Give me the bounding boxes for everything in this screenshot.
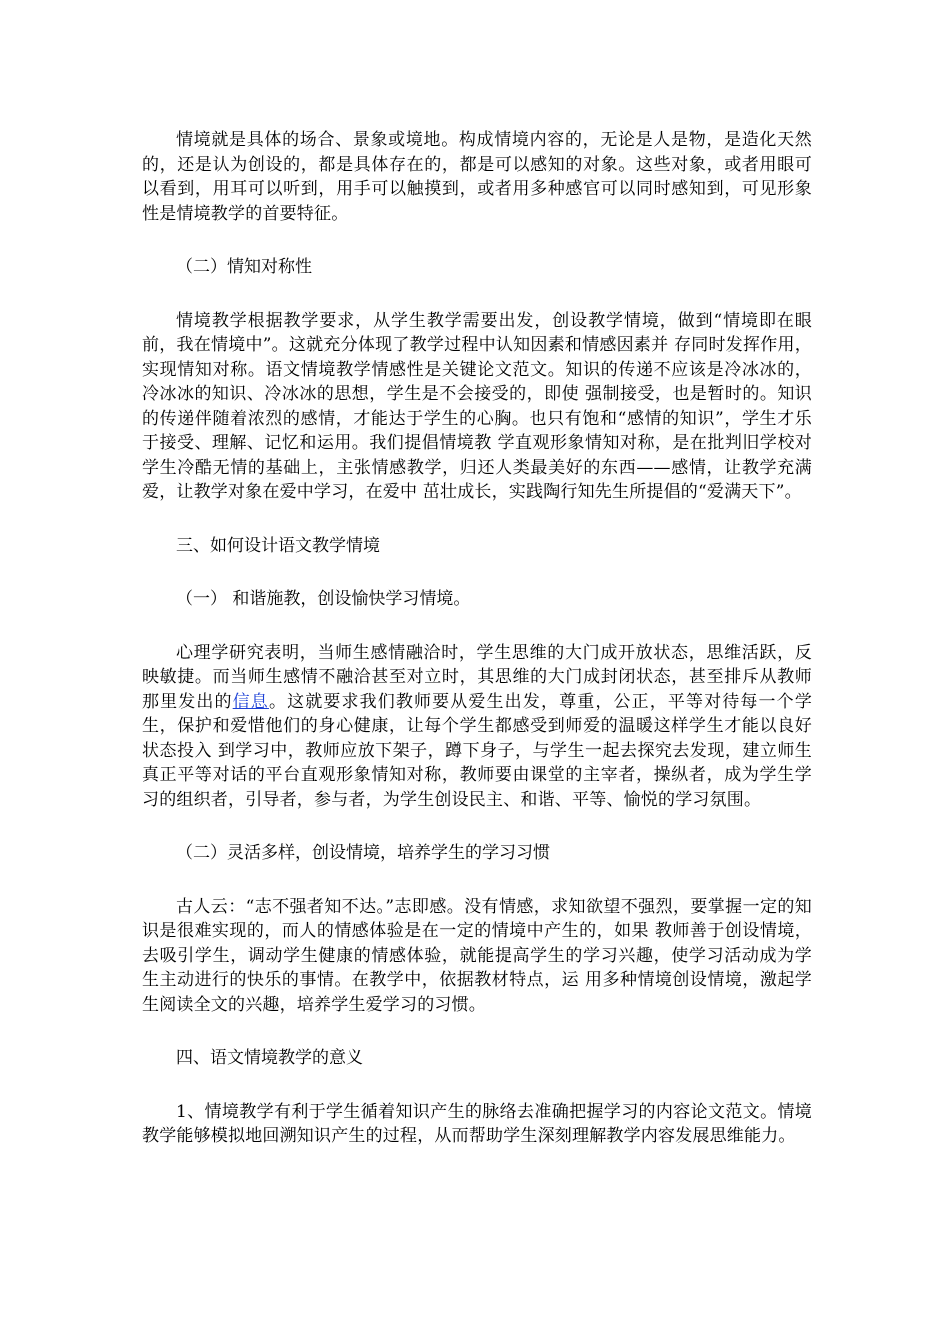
paragraph-text-after-link: 。这就要求我们教师要从爱生出发，尊重，公正，平等对待每一个学生，保护和爱惜他们的身心健康，让每个学生都感受到师爱的温暖这样学生才能以良好状态投入 到学习中，教师应放下架子，蹲下身子，与学生一起去探究去发现，建立师生真正平等对话的平台直观形象情知对称，教师要由课堂的主宰者，操纵者，成为学生学 习的组织者，引导者，参与者，为学生创设民主、和谐、平等、愉悦的学习氛围。 [142,691,813,810]
paragraph-gap [142,1071,812,1100]
document-body [142,128,812,1149]
heading-harmonious-teaching: （一） 和谐施教，创设愉快学习情境。 [176,589,471,609]
paragraph-text-before-link: 心理学研究表明，当师生感情融洽时，学生思维的大门成开放状态，思维活跃，反映敏捷。而当师生感情不融洽甚至对立时，其思维的大门成封闭状态，甚至排斥从教师那里发出的 [142,642,812,712]
paragraph-gap [142,866,812,895]
heading-section-four: 四、语文情境教学的意义 [176,1048,363,1068]
information-link[interactable]: 信息 [232,691,269,712]
paragraph-gap [142,226,812,255]
paragraph-psychology-research [142,641,812,813]
paragraph-gap [142,612,812,641]
paragraph-significance-one: 1、情境教学有利于学生循着知识产生的脉络去准确把握学习的内容论文范文。情境教学能够模拟地回溯知识产生的过程，从而帮助学生深刻理解教学内容发展思维能力。 [142,1101,812,1146]
paragraph-situation-definition: 情境就是具体的场合、景象或境地。构成情境内容的，无论是人是物，是造化天然的，还是认为创设的，都是具体存在的，都是可以感知的对象。这些对象，或者用眼可以看到，用耳可以听到，用手可以触摸到，或者用多种感官可以同时感知到，可见形象性是情境教学的首要特征。 [142,130,812,224]
paragraph-gap [142,280,812,309]
paragraph-gap [142,812,812,841]
paragraph-gap [142,558,812,587]
paragraph-emotion-cognition: 情境教学根据教学要求，从学生教学需要出发，创设教学情境，做到“情境即在眼前，我在情境中”。这就充分体现了教学过程中认知因素和情感因素并 存同时发挥作用，实现情知对称。语文情境教学情感性是关键论文范文。知识的传递不应该是冷冰冰的，冷冰冰的知识、冷冰冰的思想，学生是不会接受的，即使 强制接受，也是暂时的。知识的传递伴随着浓烈的感情，才能达于学生的心胸。也只有饱和“感情的知识”，学生才乐于接受、理解、记忆和运用。我们提倡情境教 学直观形象情知对称，是在批判旧学校对学生冷酷无情的基础上，主张情感教学，归还人类最美好的东西——感情，让教学充满爱，让教学对象在爱中学习，在爱中 茁壮成长，实践陶行知先生所提倡的“爱满天下”。 [142,310,812,502]
paragraph-gap [142,505,812,534]
paragraph-ancient-saying: 古人云：“志不强者知不达。”志即感。没有情感，求知欲望不强烈，要掌握一定的知识是很难实现的，而人的情感体验是在一定的情境中产生的，如果 教师善于创设情境，去吸引学生，调动学生健康的情感体验，就能提高学生的学习兴趣，使学习活动成为学生主动进行的快乐的事情。在教学中，依据教材特点，运 用多种情境创设情境，激起学生阅读全文的兴趣，培养学生爱学习的习惯。 [142,896,812,1015]
paragraph-gap [142,1017,812,1046]
heading-emotion-cognition-symmetry: （二）情知对称性 [176,257,312,277]
heading-section-three: 三、如何设计语文教学情境 [176,535,380,556]
heading-flexible-situations: （二）灵活多样，创设情境，培养学生的学习习惯 [176,843,550,863]
